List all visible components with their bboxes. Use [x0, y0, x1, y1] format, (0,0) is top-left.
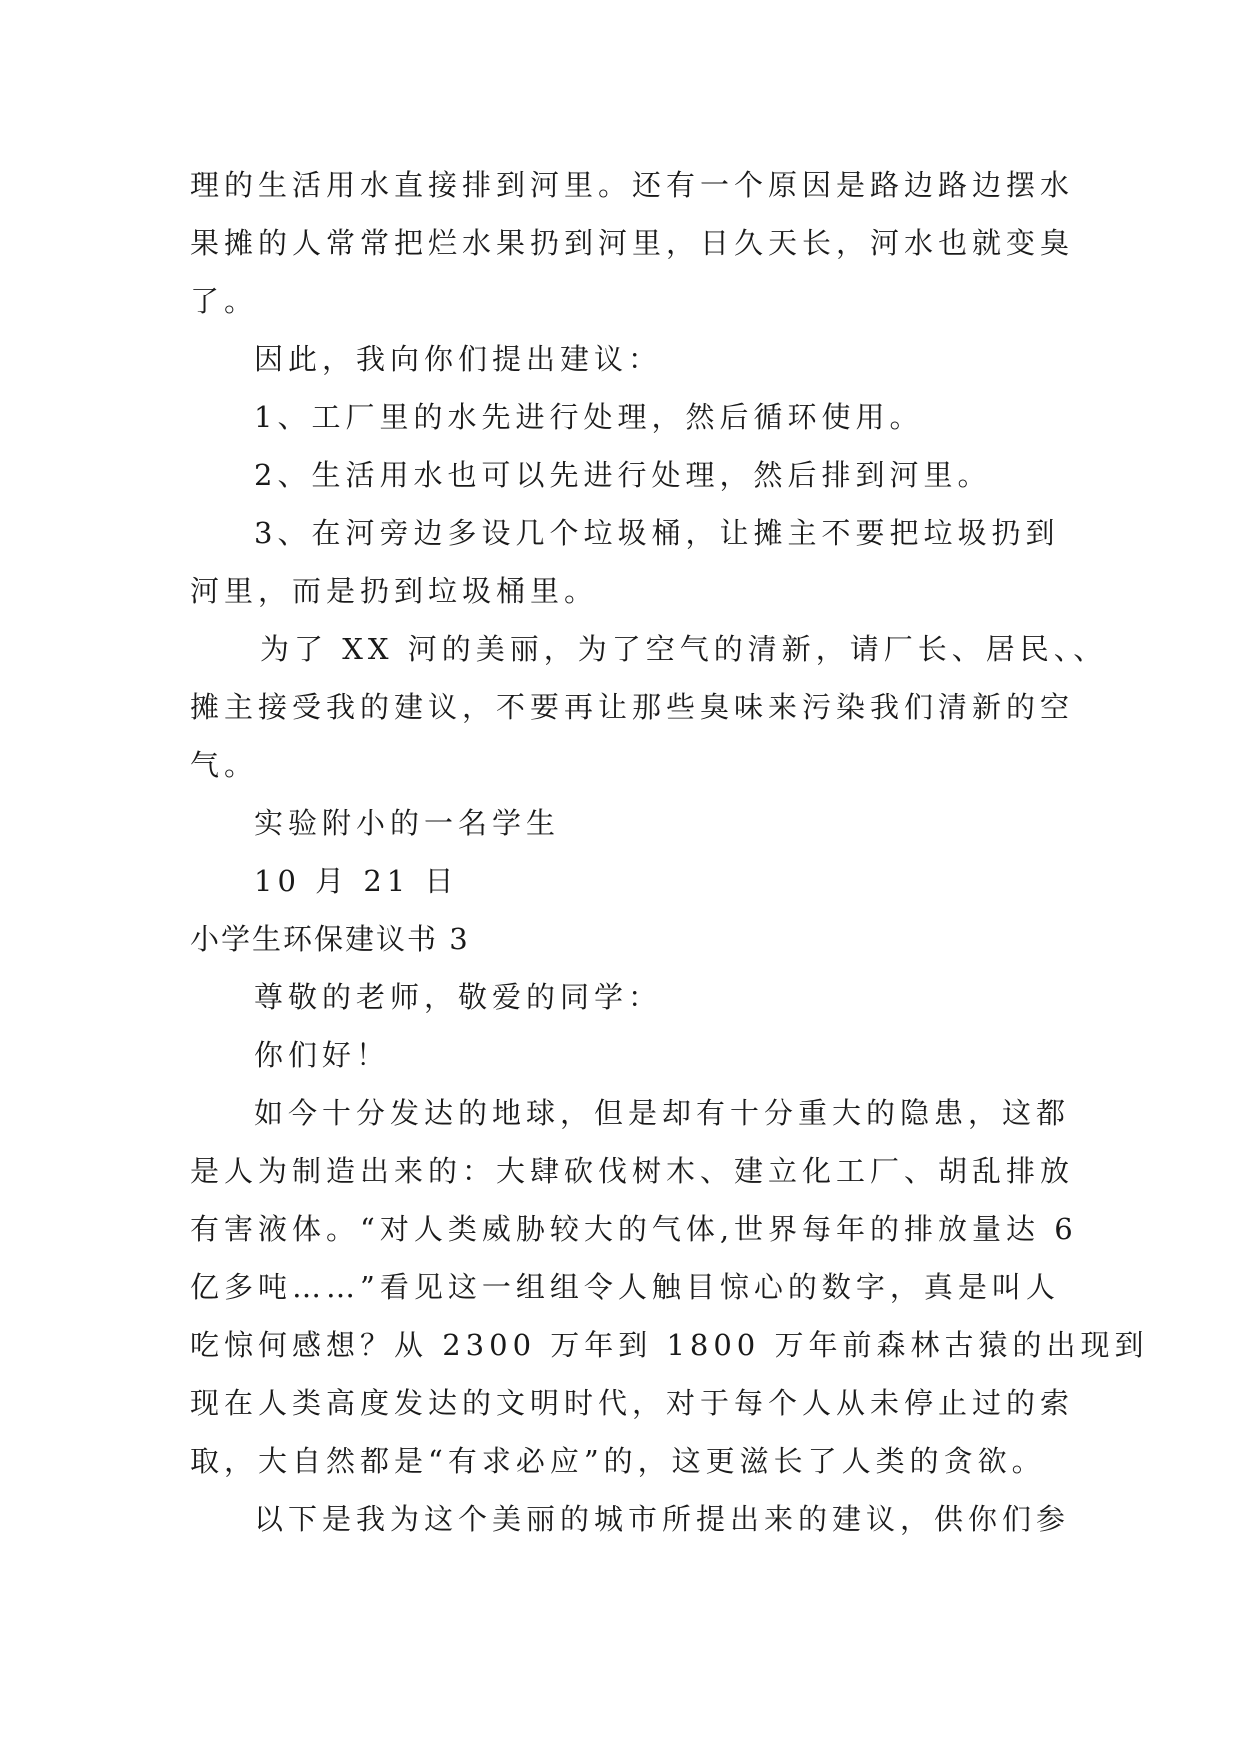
- paragraph-line: 气。: [190, 748, 259, 782]
- paragraph-line: 了。: [190, 284, 259, 318]
- paragraph-line: 有害液体。“对人类威胁较大的气体,世界每年的排放量达 6: [190, 1212, 1078, 1246]
- paragraph-line: 为了 XX 河的美丽，为了空气的清新，请厂长、居民、、: [260, 632, 1108, 666]
- signature: 实验附小的一名学生: [254, 806, 561, 840]
- document-body: [190, 156, 1149, 1548]
- paragraph-line: 取，大自然都是“有求必应”的，这更滋长了人类的贪欲。: [190, 1444, 1046, 1478]
- salutation: 尊敬的老师，敬爱的同学：: [254, 980, 663, 1014]
- paragraph-line: 亿多吨……”看见这一组组令人触目惊心的数字，真是叫人: [190, 1270, 1060, 1304]
- paragraph-line: 吃惊何感想？从 2300 万年到 1800 万年前森林古猿的出现到: [190, 1328, 1149, 1362]
- paragraph-line: 以下是我为这个美丽的城市所提出来的建议，供你们参: [254, 1502, 1071, 1536]
- list-item: 3、在河旁边多设几个垃圾桶，让摊主不要把垃圾扔到: [254, 516, 1060, 550]
- paragraph-line: 因此，我向你们提出建议：: [254, 342, 663, 376]
- paragraph-line: 摊主接受我的建议，不要再让那些臭味来污染我们清新的空: [190, 690, 1075, 724]
- paragraph-line: 果摊的人常常把烂水果扔到河里，日久天长，河水也就变臭: [190, 226, 1075, 260]
- paragraph-line: 是人为制造出来的：大肆砍伐树木、建立化工厂、胡乱排放: [190, 1154, 1075, 1188]
- date: 10 月 21 日: [254, 864, 459, 898]
- list-item: 2、生活用水也可以先进行处理，然后排到河里。: [254, 458, 992, 492]
- paragraph-line: 河里，而是扔到垃圾桶里。: [190, 574, 599, 608]
- list-item: 1、工厂里的水先进行处理，然后循环使用。: [254, 400, 924, 434]
- greeting: 你们好！: [254, 1038, 391, 1072]
- paragraph-line: 理的生活用水直接排到河里。还有一个原因是路边路边摆水: [190, 168, 1075, 202]
- paragraph-line: 现在人类高度发达的文明时代，对于每个人从未停止过的索: [190, 1386, 1075, 1420]
- paragraph-line: 如今十分发达的地球，但是却有十分重大的隐患，这都: [254, 1096, 1071, 1130]
- section-title: 小学生环保建议书 3: [190, 922, 470, 956]
